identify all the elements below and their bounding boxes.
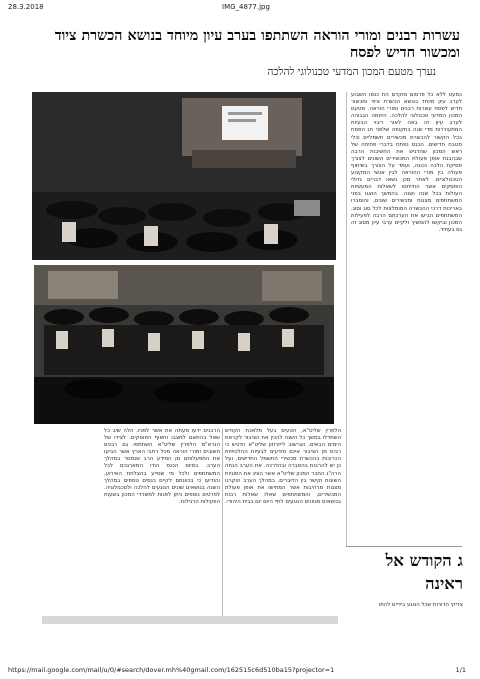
article-column-right [351, 92, 462, 547]
article-column-left [104, 428, 220, 616]
column-text: כמעט ללא כל פרסום מוקדם הת כנסו השבוע לערב עיון מיוחד בנושא הכשרת ציוד ומכשור חדיש לפסח עשרות רבנים ומורי הוראה. מטעם המכון המדעי טכנולוגי להלכה. היוזמה הגבוהה לערב עיון זה באה לאור ריבוי הבעיות המתעוררות מדי שנה בתקופה שלפני חג הפסח בכל הקשור להכשרת מכשירים חשמליים וכלי מטבח חדישים. הכנס נפתח בדברי פתיחה של ראש המכון שהדגיש את החשיבות הרבה שבהבנת אופן פעולת המכשירים השונים לצורך פסיקת הלכה נכונה, ועמד על הצורך בשיתוף פעולה בין מורי ההוראה לבין אנשי המקצוע הטכנולוגיים. לאחר מכן נשאו דברים גדולי הפוסקים אשר התייחסו לשאלות המעשיות העולות בכל שנה ושנה. בהמשך הוצגו בפני המשתתפים מצגות ומכשירים שונים, והוסברו באריכות דרכי ההכשרה המומלצות לכל סוג וסוג. המשתתפים הביעו את הערכתם הרבה לפעילות המכון וביקשו להמשיך ולקיים ערבי עיון מסוג זה גם בעתיד. [351, 92, 462, 233]
print-url: https://mail.google.com/mail/u/0/#search/dover.mh%40gmail.com/162515c6d510ba15?projector=1 [8, 666, 335, 674]
second-article-text: צדיקי הדורות שכל הנוגע בידיים להתו [378, 602, 463, 608]
event-photo-bottom [34, 265, 334, 424]
event-photo-top [32, 92, 336, 260]
article-column-middle [225, 428, 341, 616]
column-text: הרבנים ידעו מעתה את אשר לפניו. הלה שיב כל שאל בהתאם למצבו וחאוף הפוסקים. לצידו של הגרא"מ הלפרין שליט"א השתתפו גם רבנים חשובים ומורי הוראה מכל רחבי הארץ אשר הביעו את התפעלותם מן המידע הרב שנמסר במהלך הערב. בסיום הכנס הודו המארגנים לכל המשתתפים ולכל מי שסייע בהצלחת האירוע, והודיעו כי בכוונתם לקיים כנסים נוספים במהלך השנה בנושאים שונים הנוגעים להלכה ולטכנולוגיה. לפרטים נוספים ניתן לפנות למשרדי המכון בשעות הפעילות הרגילות. [104, 428, 220, 505]
article-headline: עשרות רבנים ומורי הוראה השתתפו בערב עיון מיוחד בנושא הכשרת ציוד ומכשור חדיש לפסח [54, 28, 460, 61]
column-divider [222, 428, 223, 616]
print-page-number: 1/1 [455, 666, 466, 674]
print-filename: IMG_4877.jpg [222, 3, 270, 11]
cropped-bottom-strip [42, 616, 338, 624]
second-article-headline: ג הקודש אל ראינה [385, 551, 463, 593]
print-date: 28.3.2018 [8, 3, 44, 11]
newspaper-article [20, 28, 462, 660]
article-subhead: נערך מטעם המכון המדעי טכנולוגי להלכה [267, 66, 436, 78]
article-separator [346, 546, 462, 547]
column-divider [346, 92, 347, 547]
column-text: הלפרין שליט"א, הטעים בעל מלאכת הקודש השתדלו במשך כל השנה להכין את הציבור לקראת הימים הבאים. הגרשוב לייזרוזון שליט"א הדגיש כי רבים מן הציבור אינם מודעים לבעיות ההלכתיות הכרוכות בהכשרת מכשירי החשמל החדישים, ועל כן יש להרבות בהסברה ובהדרכה. את הערב הנחה הרה"ג החבר המכון שליט"א אשר הציג את הסוגיות השונות וקישר בין הדוברים. במהלך הערב הוקרנו מצגות מרהיבות אשר המחישו את אופן פעולת המכשירים, והמשתתפים שאלו שאלות רבות בנושאים מגוונים הנוגעים לחיי היום יום בבית היהודי. [225, 428, 341, 505]
